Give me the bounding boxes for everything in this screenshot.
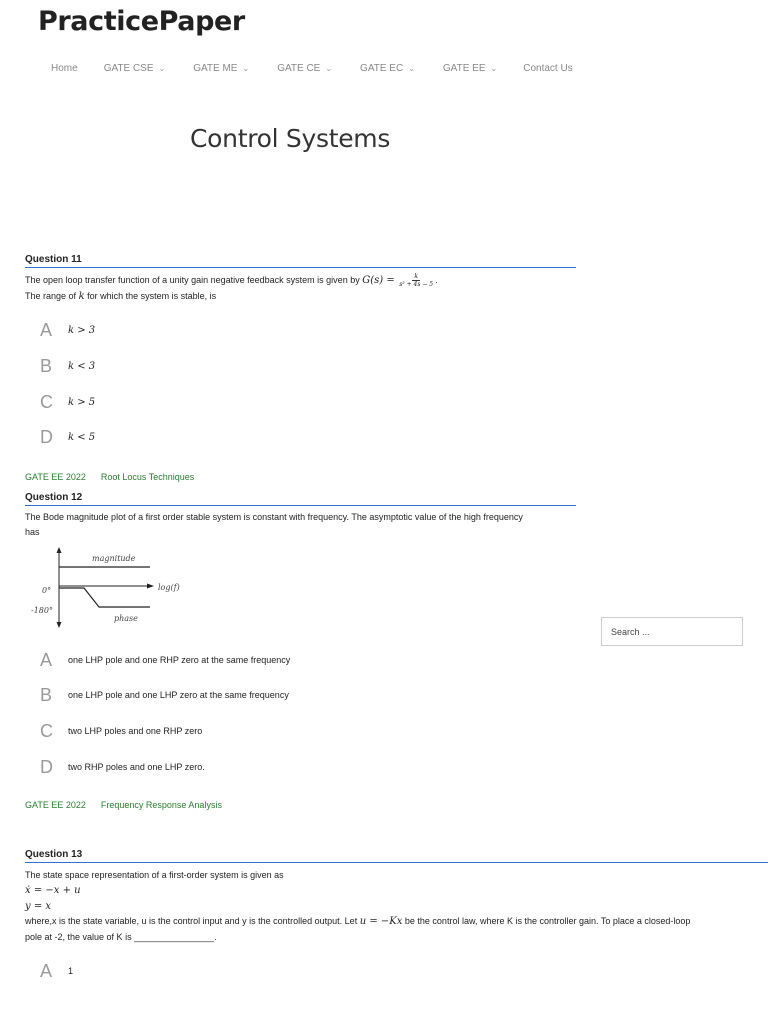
- question-heading: Question 11: [25, 254, 82, 265]
- question-heading: Question 12: [25, 492, 83, 503]
- option-b[interactable]: [40, 684, 289, 706]
- option-a[interactable]: [40, 319, 95, 341]
- nav-item-label: GATE CE: [277, 62, 321, 74]
- minus-180-label: -180°: [31, 606, 53, 615]
- option-letter: C: [40, 391, 53, 412]
- question-text-line2: has: [25, 527, 40, 537]
- option-letter: C: [40, 720, 53, 741]
- option-text: k < 3: [68, 360, 96, 372]
- question-text-line2: The range of k for which the system is stable, is: [25, 291, 217, 302]
- option-text: k > 5: [68, 396, 96, 408]
- nav-item-label: GATE EC: [360, 62, 404, 74]
- nav-item-label: Home: [51, 62, 78, 74]
- question-text: The open loop transfer function of a unity gain negative feedback system is given by G(s) = $\frac{k}{\text{s² + 4s − 5}}$ .: [25, 273, 438, 289]
- output-equation: y = x: [25, 901, 52, 912]
- zero-degree-label: 0°: [42, 586, 52, 595]
- magnitude-label: magnitude: [92, 554, 136, 563]
- chevron-down-icon: ⌄: [158, 63, 166, 73]
- nav-item-home[interactable]: [51, 60, 78, 76]
- question-heading: Question 13: [25, 849, 83, 860]
- nav-item-contact-us[interactable]: [523, 60, 572, 76]
- question-divider: [25, 505, 576, 506]
- option-letter: A: [40, 319, 53, 340]
- bode-plot-figure: [30, 545, 190, 630]
- nav-item-gate-ee[interactable]: [443, 60, 497, 76]
- nav-item-label: GATE CSE: [103, 62, 154, 74]
- vertical-axis-arrow-bottom: [57, 622, 62, 628]
- option-text: two RHP poles and one LHP zero.: [68, 762, 205, 772]
- question-tags: [25, 472, 209, 482]
- option-text: one LHP pole and one LHP zero at the same frequency: [68, 690, 289, 700]
- nav-item-label: Contact Us: [523, 62, 573, 74]
- search-input[interactable]: Search ...: [601, 617, 743, 646]
- option-letter: B: [40, 355, 53, 376]
- nav-item-gate-cse[interactable]: [104, 60, 166, 76]
- option-b[interactable]: [40, 355, 95, 377]
- main-nav: [51, 60, 573, 76]
- option-c[interactable]: [40, 391, 95, 413]
- chevron-down-icon: ⌄: [490, 63, 498, 73]
- option-d[interactable]: [40, 426, 95, 448]
- question-text-line3: where,x is the state variable, u is the control input and y is the controlled output. Let u = −Kx be the control law, where K is the controller gain. To place a closed-loop: [25, 916, 691, 927]
- chevron-down-icon: ⌄: [242, 63, 250, 73]
- option-text: one LHP pole and one RHP zero at the same frequency: [68, 655, 291, 665]
- question-text: The Bode magnitude plot of a first order stable system is constant with frequency. The asymptotic value of the high frequency: [25, 512, 523, 522]
- nav-item-label: GATE ME: [193, 62, 238, 74]
- option-letter: D: [40, 756, 53, 777]
- option-letter: B: [40, 684, 53, 705]
- option-text: two LHP poles and one RHP zero: [68, 726, 203, 736]
- nav-item-gate-ec[interactable]: [360, 60, 415, 76]
- option-a[interactable]: [40, 649, 290, 671]
- question-text-line4: pole at -2, the value of K is ________________.: [25, 932, 217, 942]
- option-text: k > 3: [68, 324, 96, 336]
- site-title[interactable]: PracticePaper: [38, 6, 245, 37]
- chevron-down-icon: ⌄: [408, 63, 415, 73]
- nav-item-gate-ce[interactable]: [277, 60, 332, 76]
- option-text: 1: [68, 966, 74, 976]
- option-letter: A: [40, 649, 53, 670]
- vertical-axis-arrow-top: [57, 547, 62, 553]
- page-title: Control Systems: [190, 124, 391, 153]
- question-divider: [25, 862, 768, 863]
- option-text: k < 5: [68, 431, 96, 443]
- axis-label: log(f): [158, 583, 180, 592]
- option-letter: D: [40, 426, 53, 447]
- option-a[interactable]: [40, 960, 73, 982]
- phase-curve: [59, 588, 150, 607]
- nav-item-gate-me[interactable]: [193, 60, 249, 76]
- question-text: The state space representation of a first-order system is given as: [25, 870, 284, 880]
- option-c[interactable]: [40, 720, 202, 742]
- transfer-function-lhs: G(s) =: [362, 275, 395, 286]
- chevron-down-icon: ⌄: [325, 63, 333, 73]
- question-divider: [25, 267, 576, 268]
- state-equation: ẋ = −x + u: [25, 885, 81, 896]
- option-d[interactable]: [40, 756, 205, 778]
- question-tags: [25, 800, 237, 810]
- tag-link-exam[interactable]: GATE EE 2022: [25, 472, 86, 482]
- tag-link-exam[interactable]: GATE EE 2022: [25, 800, 86, 810]
- horizontal-axis-arrow: [147, 584, 154, 589]
- transfer-function-fraction: $\frac{k}{\text{s² + 4s − 5}}$: [399, 273, 434, 289]
- option-letter: A: [40, 960, 53, 981]
- nav-item-label: GATE EE: [442, 62, 486, 74]
- tag-link-topic[interactable]: Root Locus Techniques: [100, 472, 195, 482]
- phase-label: phase: [114, 614, 138, 623]
- tag-link-topic[interactable]: Frequency Response Analysis: [100, 800, 222, 810]
